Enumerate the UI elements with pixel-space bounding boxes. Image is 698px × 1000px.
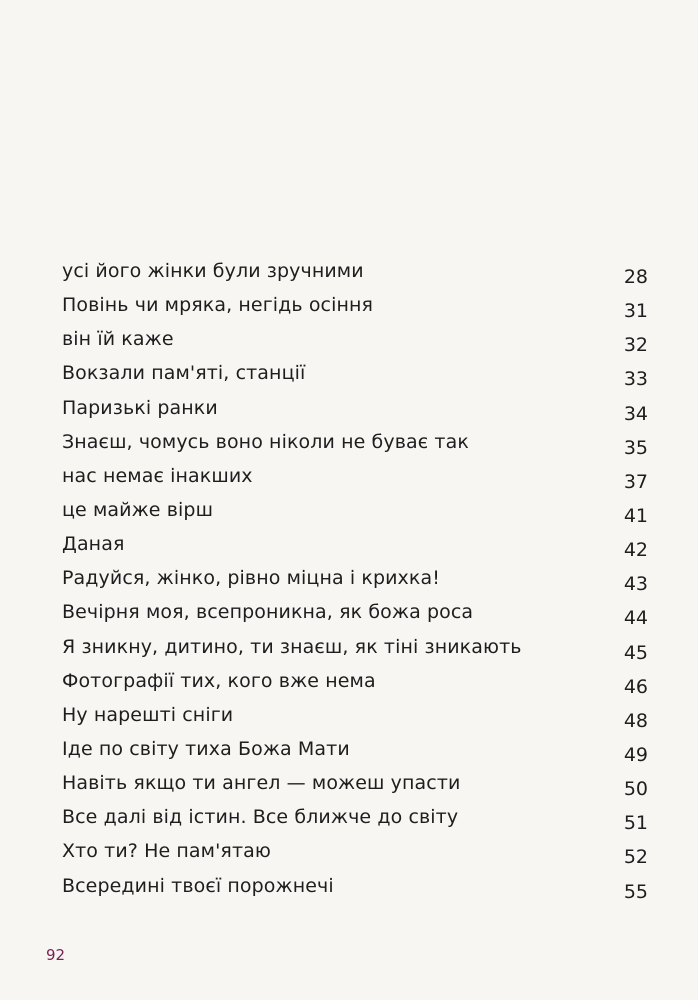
toc-entry-page: 42 [623, 539, 648, 562]
toc-entry-title: Вечірня моя, всепроникна, як божа роса [62, 601, 474, 624]
toc-entry [62, 431, 648, 465]
toc-entry-page: 45 [623, 641, 648, 664]
toc-entry [62, 533, 648, 567]
toc-entry-title: Фотографії тих, кого вже нема [62, 669, 376, 692]
toc-entry-page: 46 [623, 675, 648, 698]
toc-entry-page: 33 [623, 368, 648, 391]
toc-entry-title: Ну нарешті сніги [62, 703, 234, 726]
toc-entry-title: Радуйся, жінко, рівно міцна і крихка! [62, 567, 440, 590]
toc-entry-title: Вокзали пам'яті, станції [62, 362, 306, 385]
toc-entry-title: нас немає інакших [62, 464, 253, 487]
toc-entry-page: 50 [623, 778, 648, 801]
toc-entry-title: Хто ти? Не пам'ятаю [62, 840, 271, 863]
toc-entry [62, 294, 648, 328]
toc-entry-title: Знаєш, чомусь воно ніколи не буває так [62, 430, 469, 453]
toc-entry-page: 31 [623, 300, 648, 323]
toc-entry [62, 601, 648, 635]
toc-entry [62, 738, 648, 772]
toc-entry-title: Все далі від істин. Все ближче до світу [62, 806, 459, 829]
toc-entry-page: 34 [623, 402, 648, 425]
toc-entry [62, 636, 648, 670]
toc-entry-page: 51 [623, 812, 648, 835]
toc-entry-title: Паризькі ранки [62, 396, 218, 419]
toc-entry-page: 52 [623, 846, 648, 869]
toc-entry-title: усі його жінки були зручними [62, 260, 364, 282]
toc-entry-title: він їй каже [62, 328, 174, 351]
toc-entry [62, 499, 648, 533]
toc-entry-page: 37 [623, 470, 648, 493]
toc-entry [62, 670, 648, 704]
toc-entry-title: Іде по світу тиха Божа Мати [62, 737, 350, 760]
toc-entry-title: Всередині твоєї порожнечі [62, 874, 334, 897]
toc-entry-title: Я зникну, дитино, ти знаєш, як тіні зникають [62, 635, 522, 658]
toc-entry [62, 397, 648, 431]
toc-entry-title: Даная [62, 533, 125, 556]
toc-entry [62, 840, 648, 874]
toc-entry [62, 806, 648, 840]
table-of-contents [62, 260, 648, 909]
toc-entry [62, 567, 648, 601]
toc-entry-page: 43 [623, 573, 648, 596]
toc-entry [62, 875, 648, 909]
toc-entry [62, 772, 648, 806]
toc-entry-page: 44 [623, 607, 648, 630]
toc-entry-page: 48 [623, 709, 648, 732]
toc-entry [62, 704, 648, 738]
page-number: 92 [46, 946, 66, 964]
toc-entry-page: 55 [623, 880, 648, 903]
toc-entry [62, 362, 648, 396]
toc-entry-page: 32 [623, 334, 648, 357]
toc-entry [62, 465, 648, 499]
toc-entry-page: 35 [623, 436, 648, 459]
toc-entry-title: Навіть якщо ти ангел — можеш упасти [62, 772, 461, 795]
toc-entry-title: це майже вірш [62, 498, 214, 521]
toc-entry-page: 49 [623, 743, 648, 766]
toc-entry-title: Повінь чи мряка, негідь осіння [62, 294, 374, 317]
toc-entry [62, 328, 648, 362]
toc-entry [62, 260, 648, 294]
toc-entry-page: 28 [623, 266, 648, 288]
toc-entry-page: 41 [623, 504, 648, 527]
